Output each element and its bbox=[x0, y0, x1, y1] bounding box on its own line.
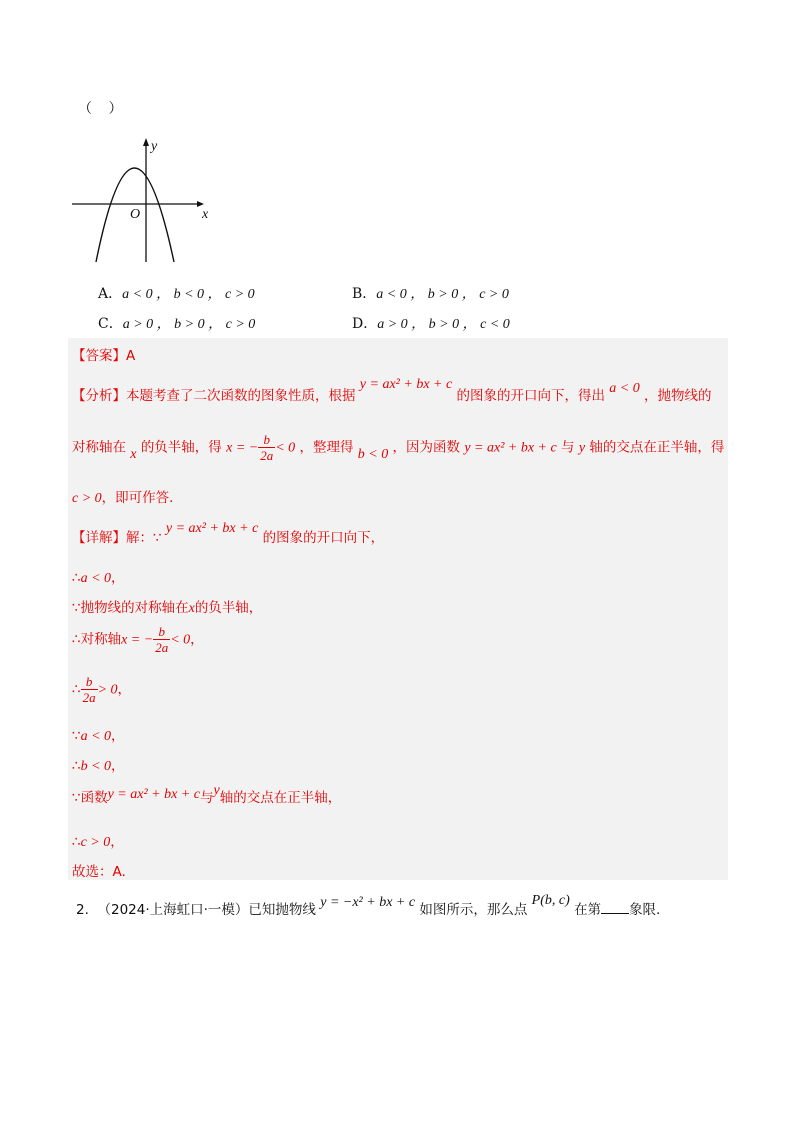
detail-step-3: ∴对称轴x = − $\frac{b}{2a}$ < 0， bbox=[72, 624, 204, 655]
question-2: 2. （2024·上海虹口·一模）已知抛物线 y = −x² + bx + c 如图所示，那么点 P(b, c) 在第 象限. bbox=[76, 893, 661, 918]
detail-step-6: ∴b < 0， bbox=[72, 758, 125, 774]
detail-step-5: ∵a < 0， bbox=[72, 728, 125, 744]
analysis-line-1: 【分析】本题考查了二次函数的图象性质，根据 y = ax² + bx + c 的图象的开口向下，得出 a < 0 ，抛物线的 bbox=[72, 377, 712, 404]
option-d[interactable]: D．a > 0 ， b > 0 ， c < 0 bbox=[352, 316, 510, 332]
y-axis-label: y bbox=[151, 139, 158, 154]
detail-step-4: ∴ $\frac{b}{2a}$ > 0， bbox=[72, 674, 132, 705]
option-b[interactable]: B．a < 0 ， b > 0 ， c > 0 bbox=[352, 286, 509, 302]
x-axis-label: x bbox=[202, 207, 209, 222]
parabola-graph bbox=[68, 132, 218, 266]
detail-step-8: ∴c > 0， bbox=[72, 834, 124, 850]
option-c[interactable]: C．a > 0 ， b > 0 ， c > 0 bbox=[98, 316, 256, 332]
origin-label: O bbox=[130, 207, 141, 222]
option-a[interactable]: A．a < 0 ， b < 0 ， c > 0 bbox=[98, 286, 255, 302]
detail-final: 故选：A. bbox=[72, 864, 126, 880]
answer-blank[interactable] bbox=[601, 901, 629, 914]
answer-paren: （ ） bbox=[78, 101, 129, 117]
answer-label: 【答案】A bbox=[72, 348, 136, 364]
analysis-line-2: 对称轴在 x 的负半轴，得 x = − $\frac{b}{2a}$ < 0 ，整理得 b < 0 ，因为函数 y = ax² + bx + c 与 y 轴的交点在正半轴，得 bbox=[72, 432, 725, 463]
detail-line-1: 【详解】解：∵ y = ax² + bx + c 的图象的开口向下， bbox=[72, 521, 385, 546]
analysis-line-3: c > 0，即可作答. bbox=[72, 490, 174, 506]
detail-step-7: ∵函数y = ax² + bx + c与y轴的交点在正半轴， bbox=[72, 783, 342, 806]
detail-step-2: ∵抛物线的对称轴在x的负半轴， bbox=[72, 600, 263, 616]
detail-step-1: ∴a < 0， bbox=[72, 570, 125, 586]
